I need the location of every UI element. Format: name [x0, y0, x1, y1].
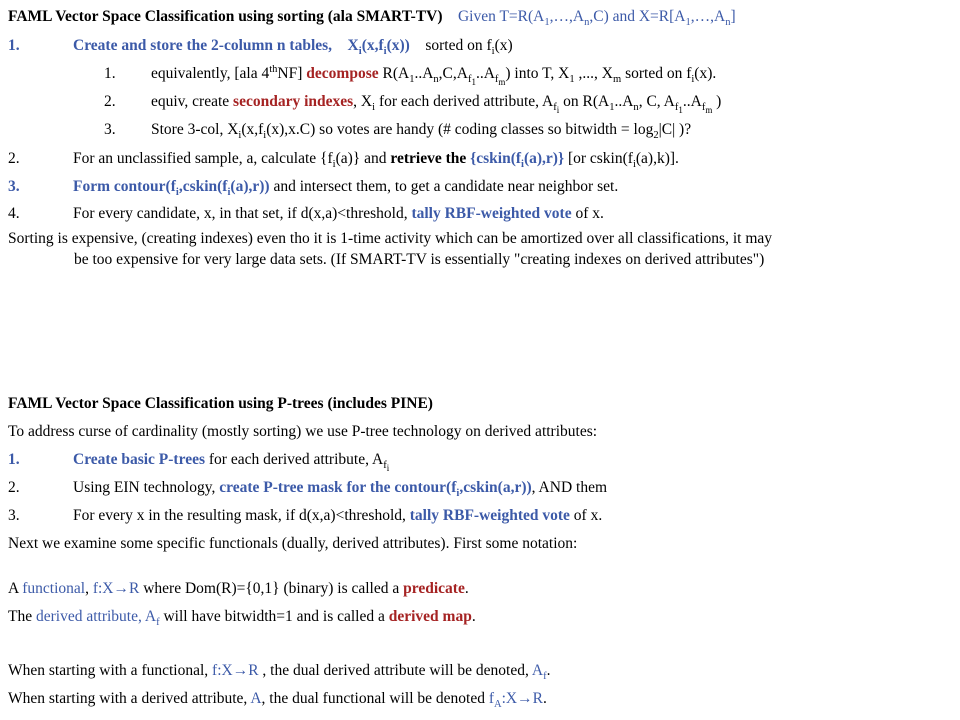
arrow-right-icon: → [517, 690, 533, 707]
s1-sub2: 2. equiv, create secondary indexes, $X_i$ for each derived attribute, $A_{f_i}$ on $R(A_1..A_n$, C, $A_{f_1}..A_{f_m}$ ) [104, 93, 722, 116]
s2-start-functional: When starting with a functional, f:X→R , the dual derived attribute will be denoted, $A_f$. [8, 662, 551, 683]
s1-sorting-note [8, 230, 772, 269]
s2-functional-def: A functional, f:X→R where Dom(R)={0,1} (binary) is called a predicate. [8, 580, 469, 597]
s2-item1: 1. Create basic P-trees for each derived attribute, $A_{f_i}$ [8, 451, 390, 474]
section1-heading-line [8, 8, 736, 27]
s2-item3: 3. For every x in the resulting mask, if d(x,a)<threshold, tally RBF-weighted vote of x. [8, 507, 603, 524]
s1-sorting-line1: Sorting is expensive, (creating indexes) even tho it is 1-time activity which can be amortized over all classifications, it may [8, 230, 773, 247]
s2-start-derived: When starting with a derived attribute, A, the dual functional will be denoted $f_A:X\to R$. [8, 690, 547, 711]
s1-sub3: 3. Store 3-col, $X_i(x,f_i(x),x.C)$ so votes are handy (# coding classes so bitwidth = $\log_2|C|$ )? [104, 121, 692, 142]
s2-intro: To address curse of cardinality (mostly sorting) we use P-tree technology on derived attributes: [8, 423, 598, 440]
s1-item4: 4. For every candidate, x, in that set, if d(x,a)<threshold, tally RBF-weighted vote of x. [8, 205, 604, 222]
arrow-right-icon: → [232, 662, 249, 679]
s2-item2: 2. Using EIN technology, create P-tree mask for the $contour(f_i,cskin(a,r))$, AND them [8, 479, 607, 500]
section1-given: Given $T=R(A_1,\dots,A_n,C)$ and $X=R[A_1,\dots,A_n]$ [457, 8, 736, 29]
s2-derived-def: The derived attribute, $A_f$ will have bitwidth=1 and is called a derived map. [8, 608, 476, 629]
s1-item3: 3. Form $contour(f_i,cskin(f_i(a),r))$ and intersect them, to get a candidate near neighbor set. [8, 178, 619, 199]
arrow-right-icon: → [113, 580, 129, 597]
s1-sub1: 1. equivalently, [ala 4thNF] decompose $R(A_1..A_n,C,A_{f_1}..A_{f_m})$ into T, $X_1$ ,..., $X_m$ sorted on $f_i(x)$. [104, 63, 717, 88]
s1-sorting-line2: be too expensive for very large data sets. (If SMART-TV is essentially "creating indexes on derived attributes") [74, 250, 765, 268]
s1-item1: 1. Create and store the 2-column n tables, $X_i(x,f_i(x))$ sorted on $f_i(x)$ [8, 37, 513, 58]
section1-title: FAML Vector Space Classification using sorting (ala SMART-TV) [8, 8, 443, 25]
s1-item2: 2. For an unclassified sample, a, calculate $\{f_i(a)\}$ and retrieve the $\{cskin(f_i(a),r)\}$ [or $cskin(f_i(a),k)$]. [8, 150, 679, 171]
s2-next-line: Next we examine some specific functionals (dually, derived attributes). First some notation: [8, 535, 578, 552]
section2-title: FAML Vector Space Classification using P-trees (includes PINE) [8, 395, 433, 412]
